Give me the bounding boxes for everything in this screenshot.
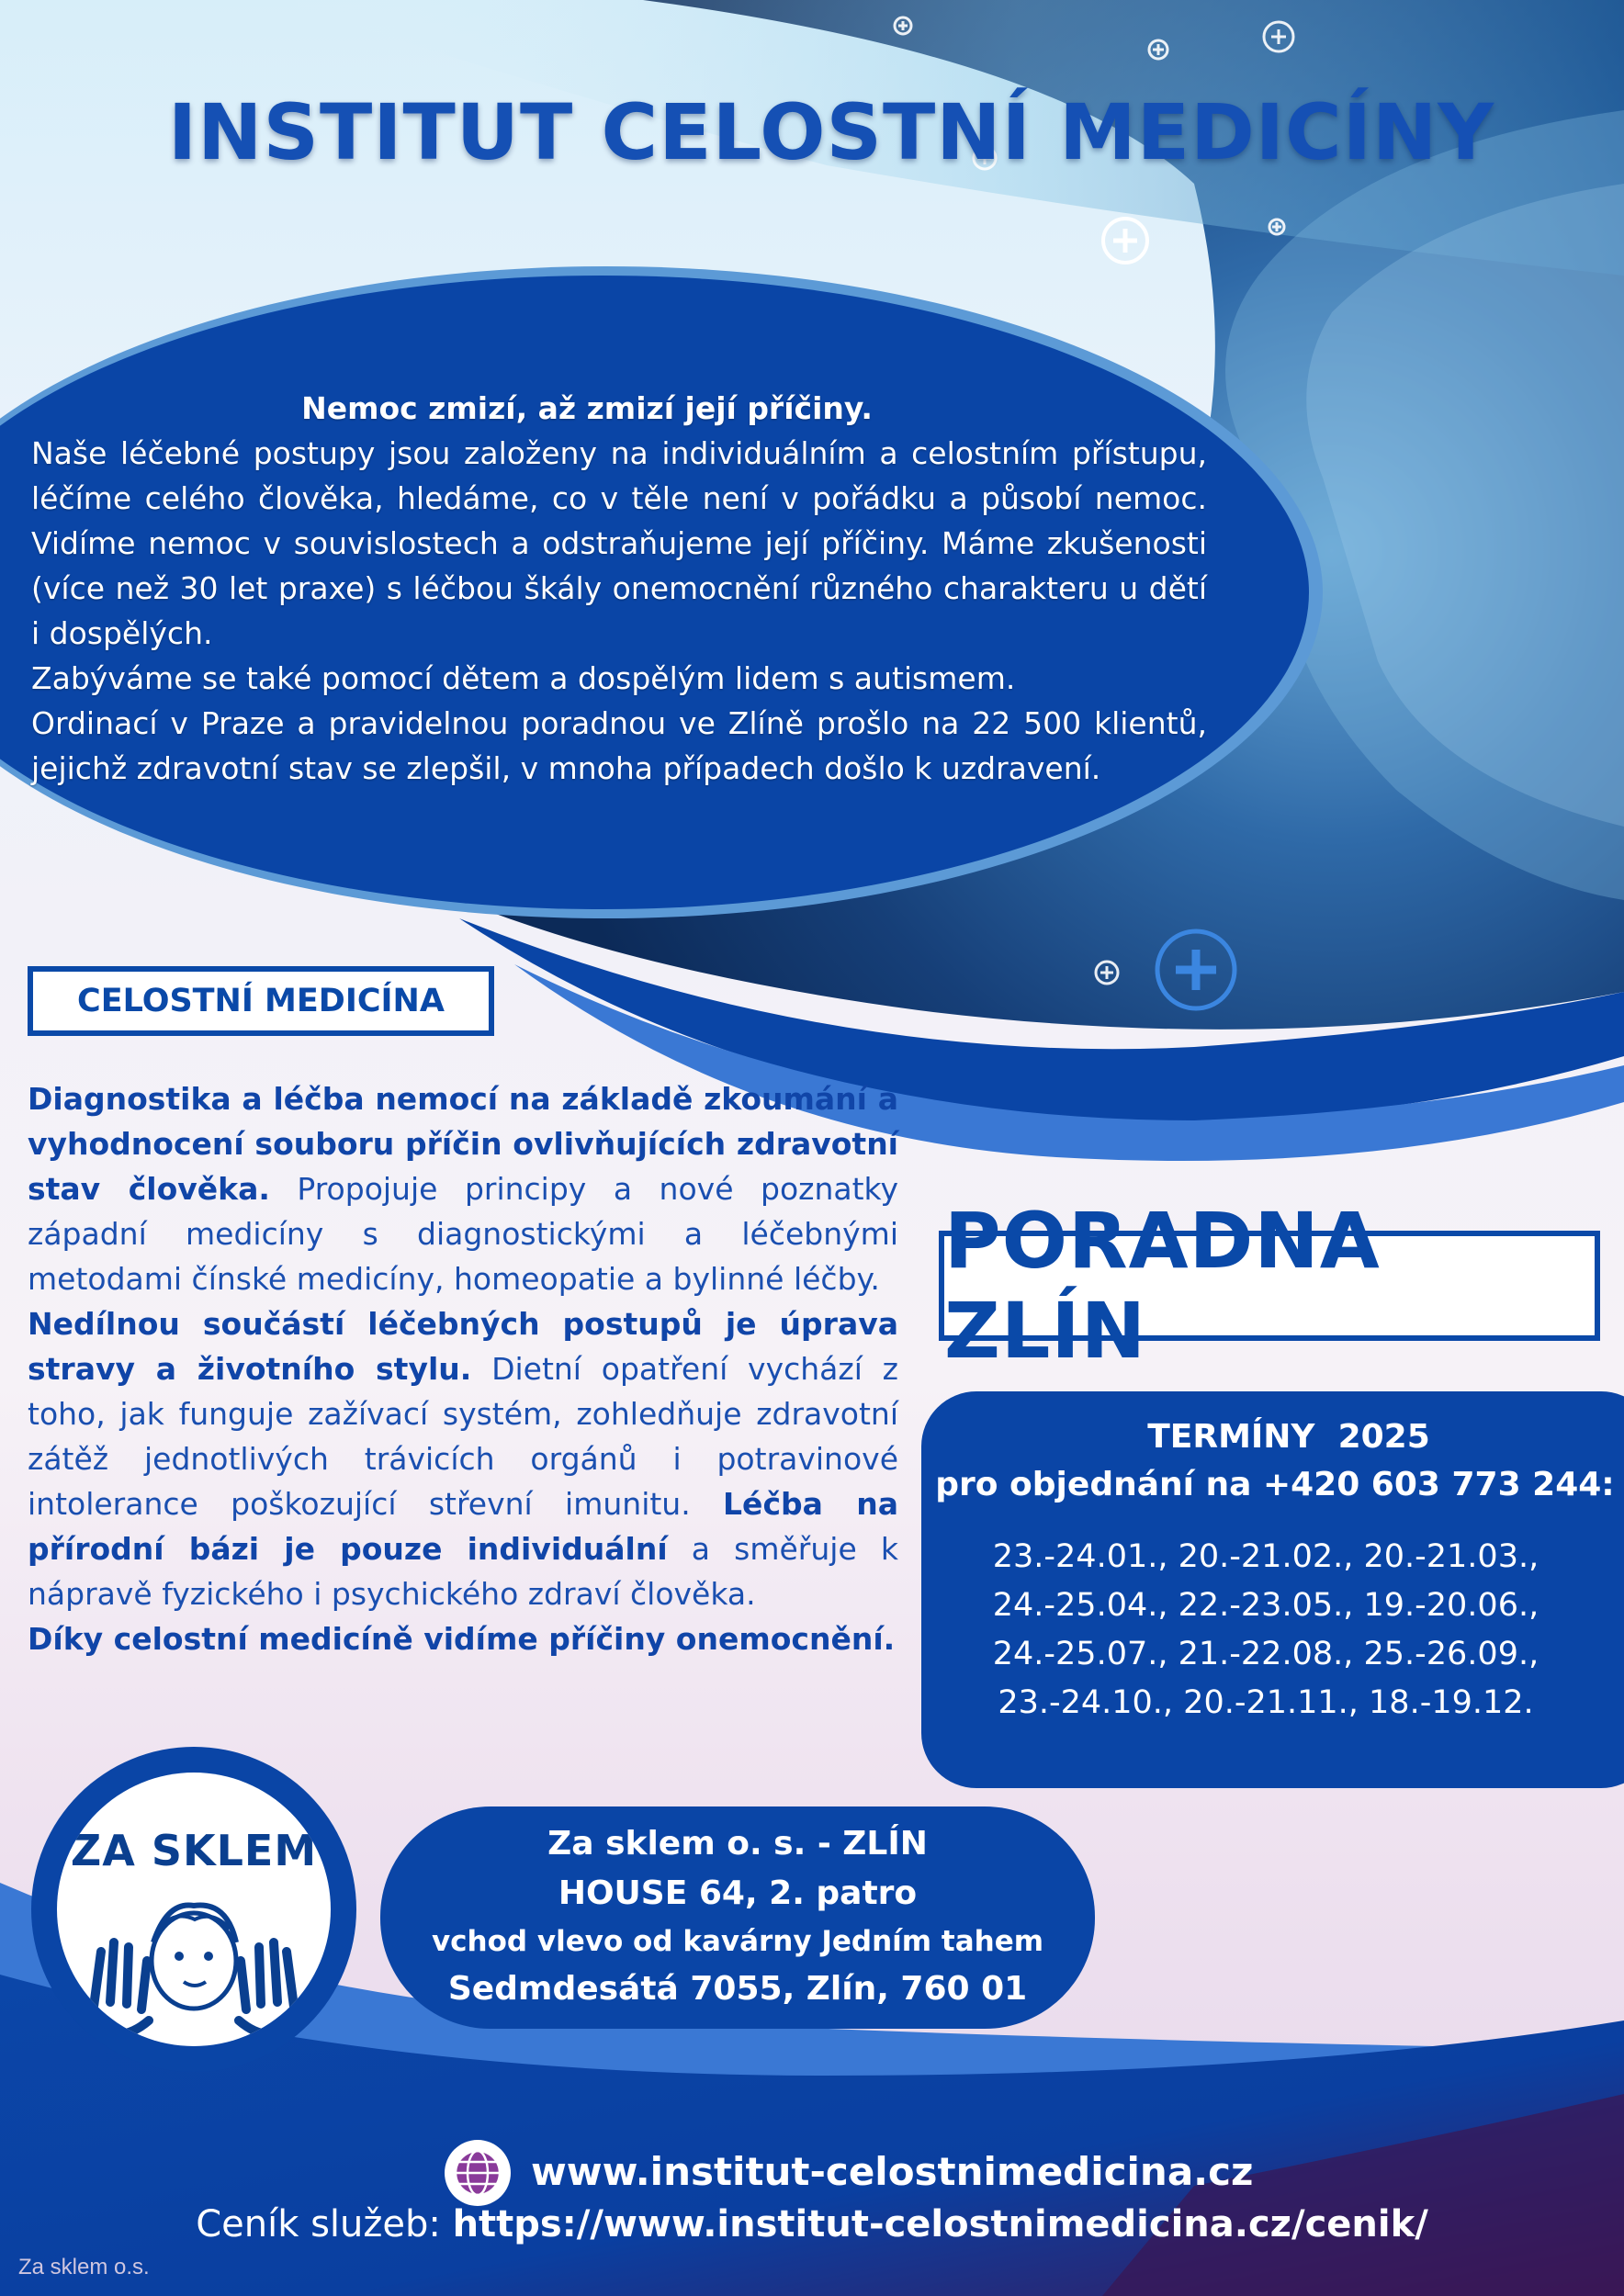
dates-line: 24.-25.07., 21.-22.08., 25.-26.09., — [992, 1636, 1539, 1672]
address-panel — [380, 1806, 1095, 2029]
section-p2-rest2: a směřuje k nápravě fyzického i psychického zdraví člověka. — [28, 1531, 898, 1612]
za-sklem-logo — [31, 1747, 356, 2072]
section-p1-rest: Propojuje principy a nové poznatky západní medicíny s diagnostickými a léčebnými metodami čínské medicíny, homeopatie a bylinné léčby. — [28, 1171, 898, 1297]
logo-inner — [57, 1773, 331, 2046]
terms-panel — [921, 1391, 1624, 1788]
dates-line: 24.-25.04., 22.-23.05., 19.-20.06., — [992, 1587, 1539, 1624]
child-hands-icon — [57, 1773, 331, 2046]
section-heading: CELOSTNÍ MEDICÍNA — [77, 983, 445, 1019]
address-line-1: Za sklem o. s. - ZLÍN — [547, 1825, 928, 1863]
section-p2-bold: Nedílnou součástí léčebných postupů je úprava stravy a životního stylu. — [28, 1306, 898, 1387]
intro-paragraph-1: Naše léčebné postupy jsou založeny na individuálním a celostním přístupu, léčíme celého člověka, hledáme, co v těle není v pořádku a působí nemoc. Vidíme nemoc v souvislostech a odstraňujeme její příčiny. Máme zkušenosti (více než 30 let praxe) s léčbou škály onemocnění různého charakteru u dětí i dospělých. — [31, 435, 1207, 651]
price-label: Ceník služeb: — [196, 2203, 453, 2245]
footer-credit: Za sklem o.s. — [18, 2255, 150, 2279]
dates-line: 23.-24.01., 20.-21.02., 20.-21.03., — [992, 1538, 1539, 1575]
terms-phone[interactable]: pro objednání na +420 603 773 244: — [935, 1466, 1615, 1503]
intro-paragraph-2: Zabýváme se také pomocí dětem a dospělým lidem s autismem. — [31, 660, 1016, 696]
website-link[interactable]: www.institut-celostnimedicina.cz — [531, 2149, 1254, 2194]
poradna-title-box — [939, 1196, 1600, 1376]
price-list — [0, 2203, 1624, 2245]
intro-lead: Nemoc zmizí, až zmizí její příčiny. — [301, 390, 873, 426]
address-line-4: Sedmdesátá 7055, Zlín, 760 01 — [447, 1970, 1028, 2008]
section-paragraph-2 — [28, 1301, 898, 1616]
terms-dates — [921, 1533, 1624, 1728]
intro-paragraph-3: Ordinací v Praze a pravidelnou poradnou ve Zlíně prošlo na 22 500 klientů, jejichž zdravotní stav se zlepšil, v mnoha případech došlo k uzdravení. — [31, 705, 1207, 786]
page-title: INSTITUT CELOSTNÍ MEDICÍNY — [167, 87, 1495, 177]
section-paragraph-1 — [28, 1076, 898, 1301]
terms-heading: TERMÍNY 2025 — [1147, 1418, 1430, 1456]
address-line-3: vchod vlevo od kavárny Jedním tahem — [431, 1925, 1044, 1958]
section-p2-rest: Dietní opatření vychází z toho, jak funguje zažívací systém, zohledňuje zdravotní zátěž jednotlivých trávicích orgánů i potravinové intolerance poškozující střevní imunitu. — [28, 1351, 898, 1522]
intro-text — [31, 386, 1207, 791]
section-paragraph-3 — [28, 1616, 898, 1661]
price-link[interactable]: https://www.institut-celostnimedicina.cz/cenik/ — [452, 2203, 1428, 2245]
globe-icon — [445, 2140, 511, 2206]
poradna-title: PORADNA ZLÍN — [944, 1196, 1381, 1376]
section-p1-bold: Diagnostika a léčba nemocí na základě zkoumání a vyhodnocení souboru příčin ovlivňujících zdravotní stav člověka. — [28, 1081, 898, 1207]
section-body — [28, 1076, 898, 1661]
section-heading-box — [28, 966, 494, 1036]
section-p3-bold: Díky celostní medicíně vidíme příčiny onemocnění. — [28, 1621, 896, 1657]
section-p2-bold2: Léčba na přírodní bázi je pouze individuální — [28, 1486, 898, 1567]
dates-line: 23.-24.10., 20.-21.11., 18.-19.12. — [998, 1684, 1534, 1721]
logo-text: ZA SKLEM — [70, 1826, 318, 1875]
address-line-2: HOUSE 64, 2. patro — [558, 1874, 918, 1912]
